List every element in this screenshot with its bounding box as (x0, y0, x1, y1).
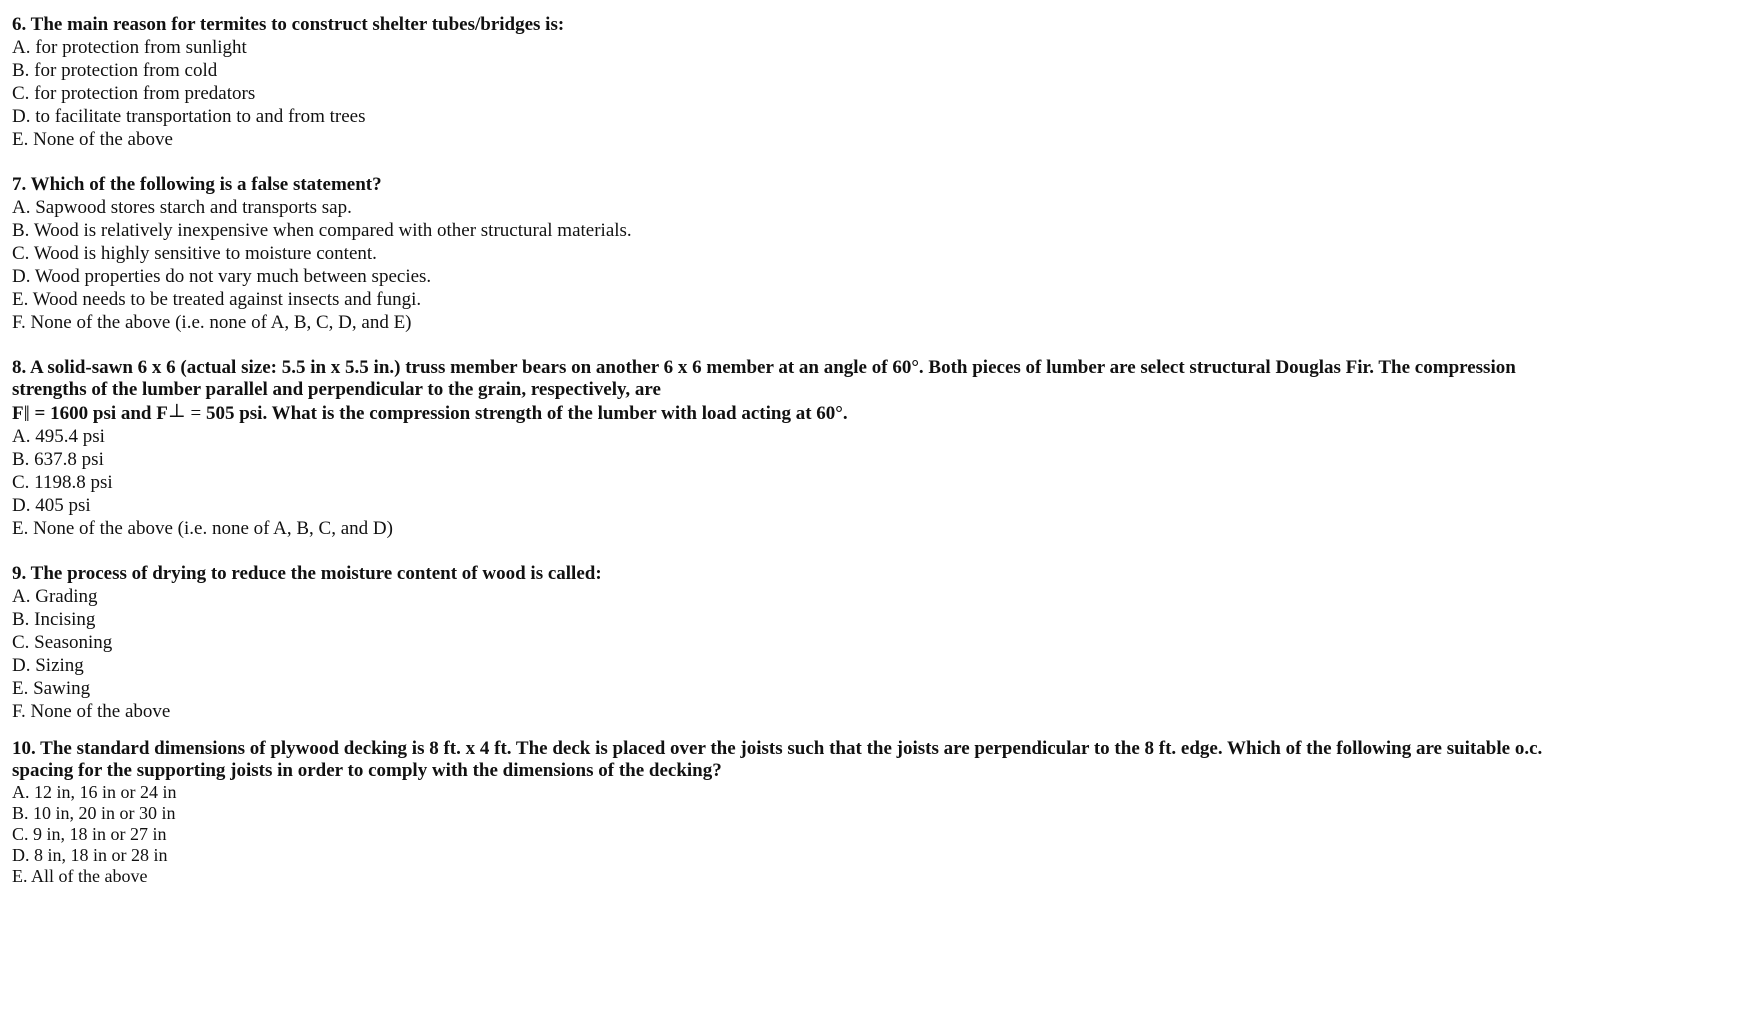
answer-option: A. Sapwood stores starch and transports sap. (12, 197, 352, 218)
question-7-options (12, 196, 1752, 334)
document-page (12, 14, 1752, 887)
answer-option: E. Wood needs to be treated against insects and fungi. (12, 289, 422, 310)
question-9 (12, 563, 1752, 723)
compression-formula (12, 401, 1752, 425)
answer-option: D. 8 in, 18 in or 28 in (12, 845, 168, 865)
question-10-prompt (12, 738, 1752, 782)
spacer (12, 723, 1752, 738)
question-9-prompt (12, 563, 1752, 585)
answer-option: E. None of the above (i.e. none of A, B, C, and D) (12, 518, 393, 539)
answer-option: C. 9 in, 18 in or 27 in (12, 824, 167, 844)
answer-option: C. Seasoning (12, 632, 113, 653)
formula-text: 505 psi. What is the compression strength of the lumber with load acting at 60°. (205, 403, 848, 424)
answer-option: D. 405 psi (12, 495, 91, 516)
answer-option: C. Wood is highly sensitive to moisture content. (12, 243, 377, 264)
question-prompt-line: 9. The process of drying to reduce the moisture content of wood is called: (12, 563, 602, 584)
parallel-symbol-icon: ‖ (23, 401, 30, 426)
question-6-prompt (12, 14, 1752, 36)
question-prompt-line: 6. The main reason for termites to construct shelter tubes/bridges is: (12, 14, 565, 35)
answer-option: A. 495.4 psi (12, 426, 105, 447)
answer-option: B. Incising (12, 609, 96, 630)
formula-text: = 1600 psi and F (29, 403, 168, 424)
formula-symbol-f: F (12, 403, 24, 424)
question-prompt-line: spacing for the supporting joists in order to comply with the dimensions of the decking? (12, 760, 722, 781)
answer-option: B. 637.8 psi (12, 449, 104, 470)
question-8-options (12, 425, 1752, 540)
question-9-options (12, 585, 1752, 723)
answer-option: D. to facilitate transportation to and from trees (12, 106, 366, 127)
answer-option: D. Sizing (12, 655, 84, 676)
question-8 (12, 357, 1752, 540)
question-7 (12, 174, 1752, 334)
question-10 (12, 738, 1752, 887)
question-10-options (12, 782, 1752, 887)
question-prompt-line: 10. The standard dimensions of plywood decking is 8 ft. x 4 ft. The deck is placed over the joists such that the joists are perpendicular to the 8 ft. edge. Which of the following are suitable o.c. (12, 738, 1543, 759)
answer-option: C. 1198.8 psi (12, 472, 113, 493)
spacer (12, 151, 1752, 174)
answer-option: F. None of the above (i.e. none of A, B, C, D, and E) (12, 312, 412, 333)
perpendicular-symbol-icon: ⊥ (167, 401, 186, 422)
question-prompt-line: 8. A solid-sawn 6 x 6 (actual size: 5.5 in x 5.5 in.) truss member bears on another 6 x 6 member at an angle of 60°. Both pieces of lumber are select structural Douglas Fir. The compression (12, 357, 1516, 378)
answer-option: F. None of the above (12, 701, 171, 722)
question-prompt-line: strengths of the lumber parallel and perpendicular to the grain, respectively, are (12, 379, 661, 400)
answer-option: E. Sawing (12, 678, 91, 699)
question-6 (12, 14, 1752, 151)
answer-option: B. Wood is relatively inexpensive when compared with other structural materials. (12, 220, 632, 241)
answer-option: E. All of the above (12, 866, 148, 886)
question-8-prompt (12, 357, 1752, 425)
question-7-prompt (12, 174, 1752, 196)
answer-option: A. Grading (12, 586, 98, 607)
answer-option: E. None of the above (12, 129, 173, 150)
answer-option: A. 12 in, 16 in or 24 in (12, 782, 177, 802)
spacer (12, 334, 1752, 357)
answer-option: B. for protection from cold (12, 60, 218, 81)
answer-option: D. Wood properties do not vary much between species. (12, 266, 432, 287)
question-prompt-line: 7. Which of the following is a false statement? (12, 174, 382, 195)
answer-option: A. for protection from sunlight (12, 37, 247, 58)
answer-option: C. for protection from predators (12, 83, 256, 104)
answer-option: B. 10 in, 20 in or 30 in (12, 803, 176, 823)
formula-equals: = (185, 403, 206, 424)
spacer (12, 540, 1752, 563)
question-6-options (12, 36, 1752, 151)
